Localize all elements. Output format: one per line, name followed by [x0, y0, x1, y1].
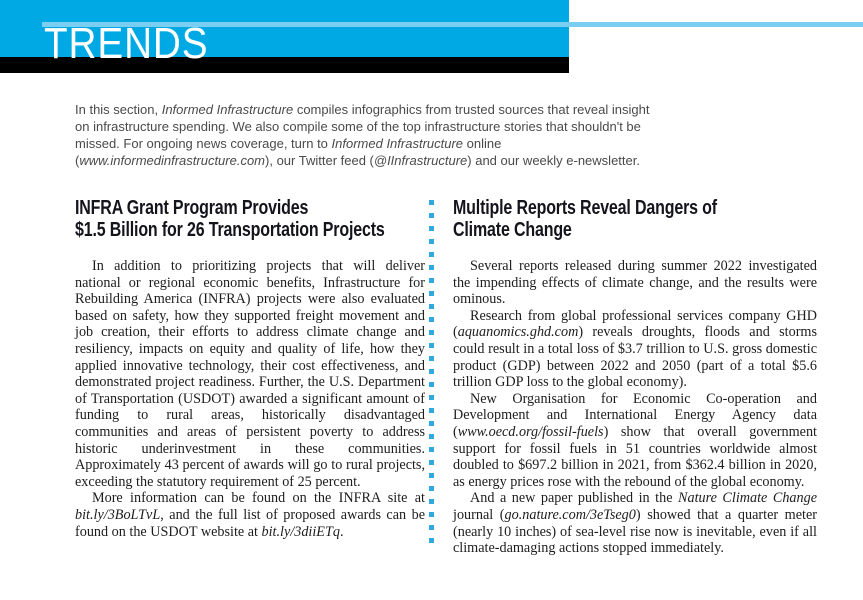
article-climate-change-reports: [453, 197, 817, 557]
article-title: [453, 197, 817, 241]
article-paragraph: And a new paper published in the Nature Climate Change journal (go.nature.com/3eTseg0) showed that a quarter meter (nearly 10 inches) of sea-level rise now is inevitable, even if all climate-damaging actions stopped immediately.: [453, 490, 817, 557]
article-paragraph: Research from global professional services company GHD (aquanomics.ghd.com) reveals droughts, floods and storms could result in a total loss of $3.7 trillion to U.S. gross domestic product (GDP) between 2022 and 2050 (part of a total $5.6 trillion GDP loss to the global economy).: [453, 307, 817, 391]
article-infra-grant-program: [75, 197, 425, 540]
article-title-line: $1.5 Billion for 26 Transportation Projects: [75, 219, 385, 241]
article-paragraph: In addition to prioritizing projects that will deliver national or regional economic benefits, Infrastructure for Rebuilding America (INFRA) projects were also evaluated based on safety, how they supported freight movement and job creation, their efforts to address climate change and resiliency, impacts on equity and quality of life, how they applied innovative technology, their cost effectiveness, and demonstrated project readiness. Further, the U.S. Department of Transportation (USDOT) awarded a significant amount of funding to rural areas, historically disadvantaged communities and areas of persistent poverty to address historic underinvestment in these communities. Approximately 43 percent of awards will go to rural projects, exceeding the statutory requirement of 25 percent.: [75, 258, 425, 490]
article-title: [75, 197, 425, 241]
intro-paragraph: In this section, Informed Infrastructure compiles infographics from trusted sources that reveal insight on infrastructure spending. We also compile some of the top infrastructure stories that shouldn't be missed. For ongoing news coverage, turn to Informed Infrastructure online (www.informedinfrastructure.com), our Twitter feed (@IInfrastructure) and our weekly e-newsletter.: [75, 102, 650, 168]
masthead-title: TRENDS: [44, 19, 209, 68]
article-paragraph: More information can be found on the INFRA site at bit.ly/3BoLTvL, and the full list of proposed awards can be found on the USDOT website at bit.ly/3diiETq.: [75, 490, 425, 540]
article-title-line: INFRA Grant Program Provides: [75, 197, 309, 219]
article-title-line: Multiple Reports Reveal Dangers of: [453, 197, 717, 219]
column-divider-dashed: [429, 200, 434, 547]
article-paragraph: Several reports released during summer 2022 investigated the impending effects of climate change, and the results were ominous.: [453, 258, 817, 308]
article-paragraph: New Organisation for Economic Co-operation and Development and International Energy Agency data (www.oecd.org/fossil-fuels) show that overall government support for fossil fuels in 51 countries worldwide almost doubled to $697.2 billion in 2021, from $362.4 billion in 2020, as energy prices rose with the rebound of the global economy.: [453, 390, 817, 490]
article-body: [453, 258, 817, 557]
article-body: [75, 258, 425, 540]
article-title-line: Climate Change: [453, 219, 572, 241]
